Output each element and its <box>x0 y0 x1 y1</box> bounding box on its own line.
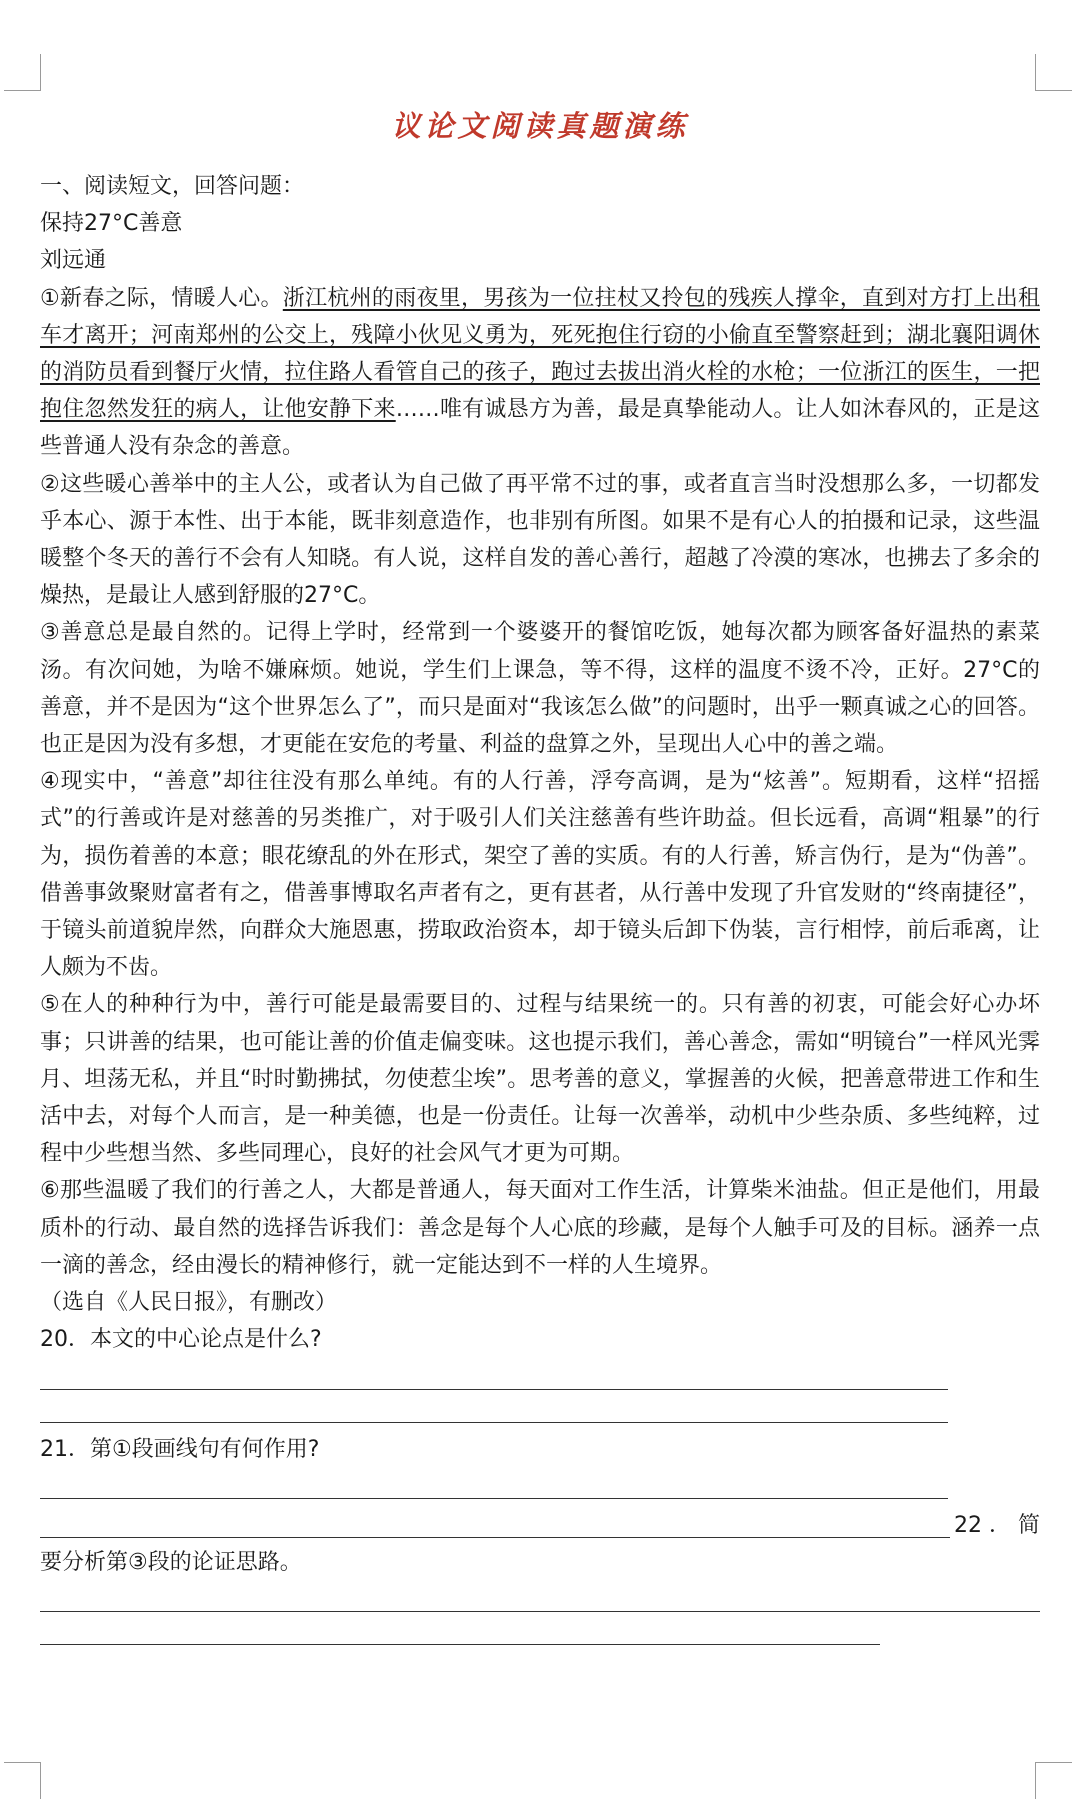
article-author: 刘远通 <box>40 248 107 274</box>
question-21: 21．第①段画线句有何作用? <box>40 1436 320 1462</box>
article-source: （选自《人民日报》，有删改） <box>40 1290 338 1316</box>
answer-line-21-2[interactable] <box>40 1537 950 1538</box>
paragraph-1 <box>40 280 1040 466</box>
paragraph-1-end: ……唯有诚恳方为善，最是真挚能动人。让人如沐春风的，正是这些普通人没有杂念的善意。 <box>40 397 1040 460</box>
section-heading: 一、阅读短文，回答问题： <box>40 174 305 199</box>
paragraph-4: ④现实中，“善意”却往往没有那么单纯。有的人行善，浮夸高调，是为“炫善”。短期看，这样“招摇式”的行善或许是对慈善的另类推广，对于吸引人们关注慈善有些许助益。但长远看，高调“粗暴”的行为，损伤着善的本意；眼花缭乱的外在形式，架空了善的实质。有的人行善，矫言伪行，是为“伪善”。借善事敛聚财富者有之，借善事博取名声者有之，更有甚者，从行善中发现了升官发财的“终南捷径”，于镜头前道貌岸然，向群众大施恩惠，捞取政治资本，却于镜头后卸下伪装，言行相悖，前后乖离，让人颇为不齿。 <box>40 769 1040 981</box>
corner-mark-top-left <box>4 54 41 91</box>
paragraph-1-start: ①新春之际，情暖人心。 <box>40 285 283 311</box>
question-22: 要分析第③段的论证思路。 <box>40 1549 302 1575</box>
paragraph-3: ③善意总是最自然的。记得上学时，经常到一个婆婆开的餐馆吃饭，她每次都为顾客备好温热的素菜汤。有次问她，为啥不嫌麻烦。她说，学生们上课急，等不得，这样的温度不烫不冷，正好。27°C的善意，并不是因为“这个世界怎么了”，而只是面对“我该怎么做”的问题时，出乎一颗真诚之心的回答。也正是因为没有多想，才更能在安危的考量、利益的盘算之外，呈现出人心中的善之端。 <box>40 620 1040 758</box>
corner-mark-top-right <box>1035 54 1072 91</box>
paragraph-2: ②这些暖心善举中的主人公，或者认为自己做了再平常不过的事，或者直言当时没想那么多，一切都发乎本心、源于本性、出于本能，既非刻意造作，也非别有所图。如果不是有心人的拍摄和记录，这些温暖整个冬天的善行不会有人知晓。有人说，这样自发的善心善行，超越了冷漠的寒冰，也拂去了多余的燥热，是最让人感到舒服的27°C。 <box>40 471 1040 609</box>
page-title: 议论文阅读真题演练 <box>391 109 689 143</box>
answer-line-21-2-row <box>40 1507 1040 1544</box>
answer-line-20-2[interactable] <box>40 1398 948 1423</box>
corner-mark-bottom-left <box>4 1762 41 1799</box>
answer-line-22-1[interactable] <box>40 1587 1040 1612</box>
underlined-sentence: 浙江杭州的雨夜里，男孩为一位拄杖又拎包的残疾人撑伞，直到对方打上出租车才离开；河南郑州的公交上，残障小伙见义勇为，死死抱住行窃的小偷直至警察赶到；湖北襄阳调休的消防员看到餐厅火情，拉住路人看管自己的孩子，跑过去拔出消火栓的水枪；一位浙江的医生，一把抱住忽然发狂的病人，让他安静下来 <box>40 285 1040 423</box>
corner-mark-bottom-right <box>1035 1762 1072 1799</box>
answer-line-22-2[interactable] <box>40 1620 880 1645</box>
answer-line-21-1[interactable] <box>40 1474 948 1499</box>
paragraph-6: ⑥那些温暖了我们的行善之人，大都是普通人，每天面对工作生活，计算柴米油盐。但正是他们，用最质朴的行动、最自然的选择告诉我们：善念是每个人心底的珍藏，是每个人触手可及的目标。涵养一点一滴的善念，经由漫长的精神修行，就一定能达到不一样的人生境界。 <box>40 1178 1040 1278</box>
question-22-start: 22．简 <box>954 1512 1040 1538</box>
document-body <box>40 168 1040 1653</box>
paragraph-5: ⑤在人的种种行为中，善行可能是最需要目的、过程与结果统一的。只有善的初衷，可能会好心办坏事；只讲善的结果，也可能让善的价值走偏变味。这也提示我们，善心善念，需如“明镜台”一样风光霁月、坦荡无私，并且“时时勤拂拭，勿使惹尘埃”。思考善的意义，掌握善的火候，把善意带进工作和生活中去，对每个人而言，是一种美德，也是一份责任。让每一次善举，动机中少些杂质、多些纯粹，过程中少些想当然、多些同理心，良好的社会风气才更为可期。 <box>40 992 1040 1167</box>
answer-line-20-1[interactable] <box>40 1365 948 1390</box>
question-20: 20．本文的中心论点是什么? <box>40 1327 322 1353</box>
article-title: 保持27°C善意 <box>40 211 183 237</box>
